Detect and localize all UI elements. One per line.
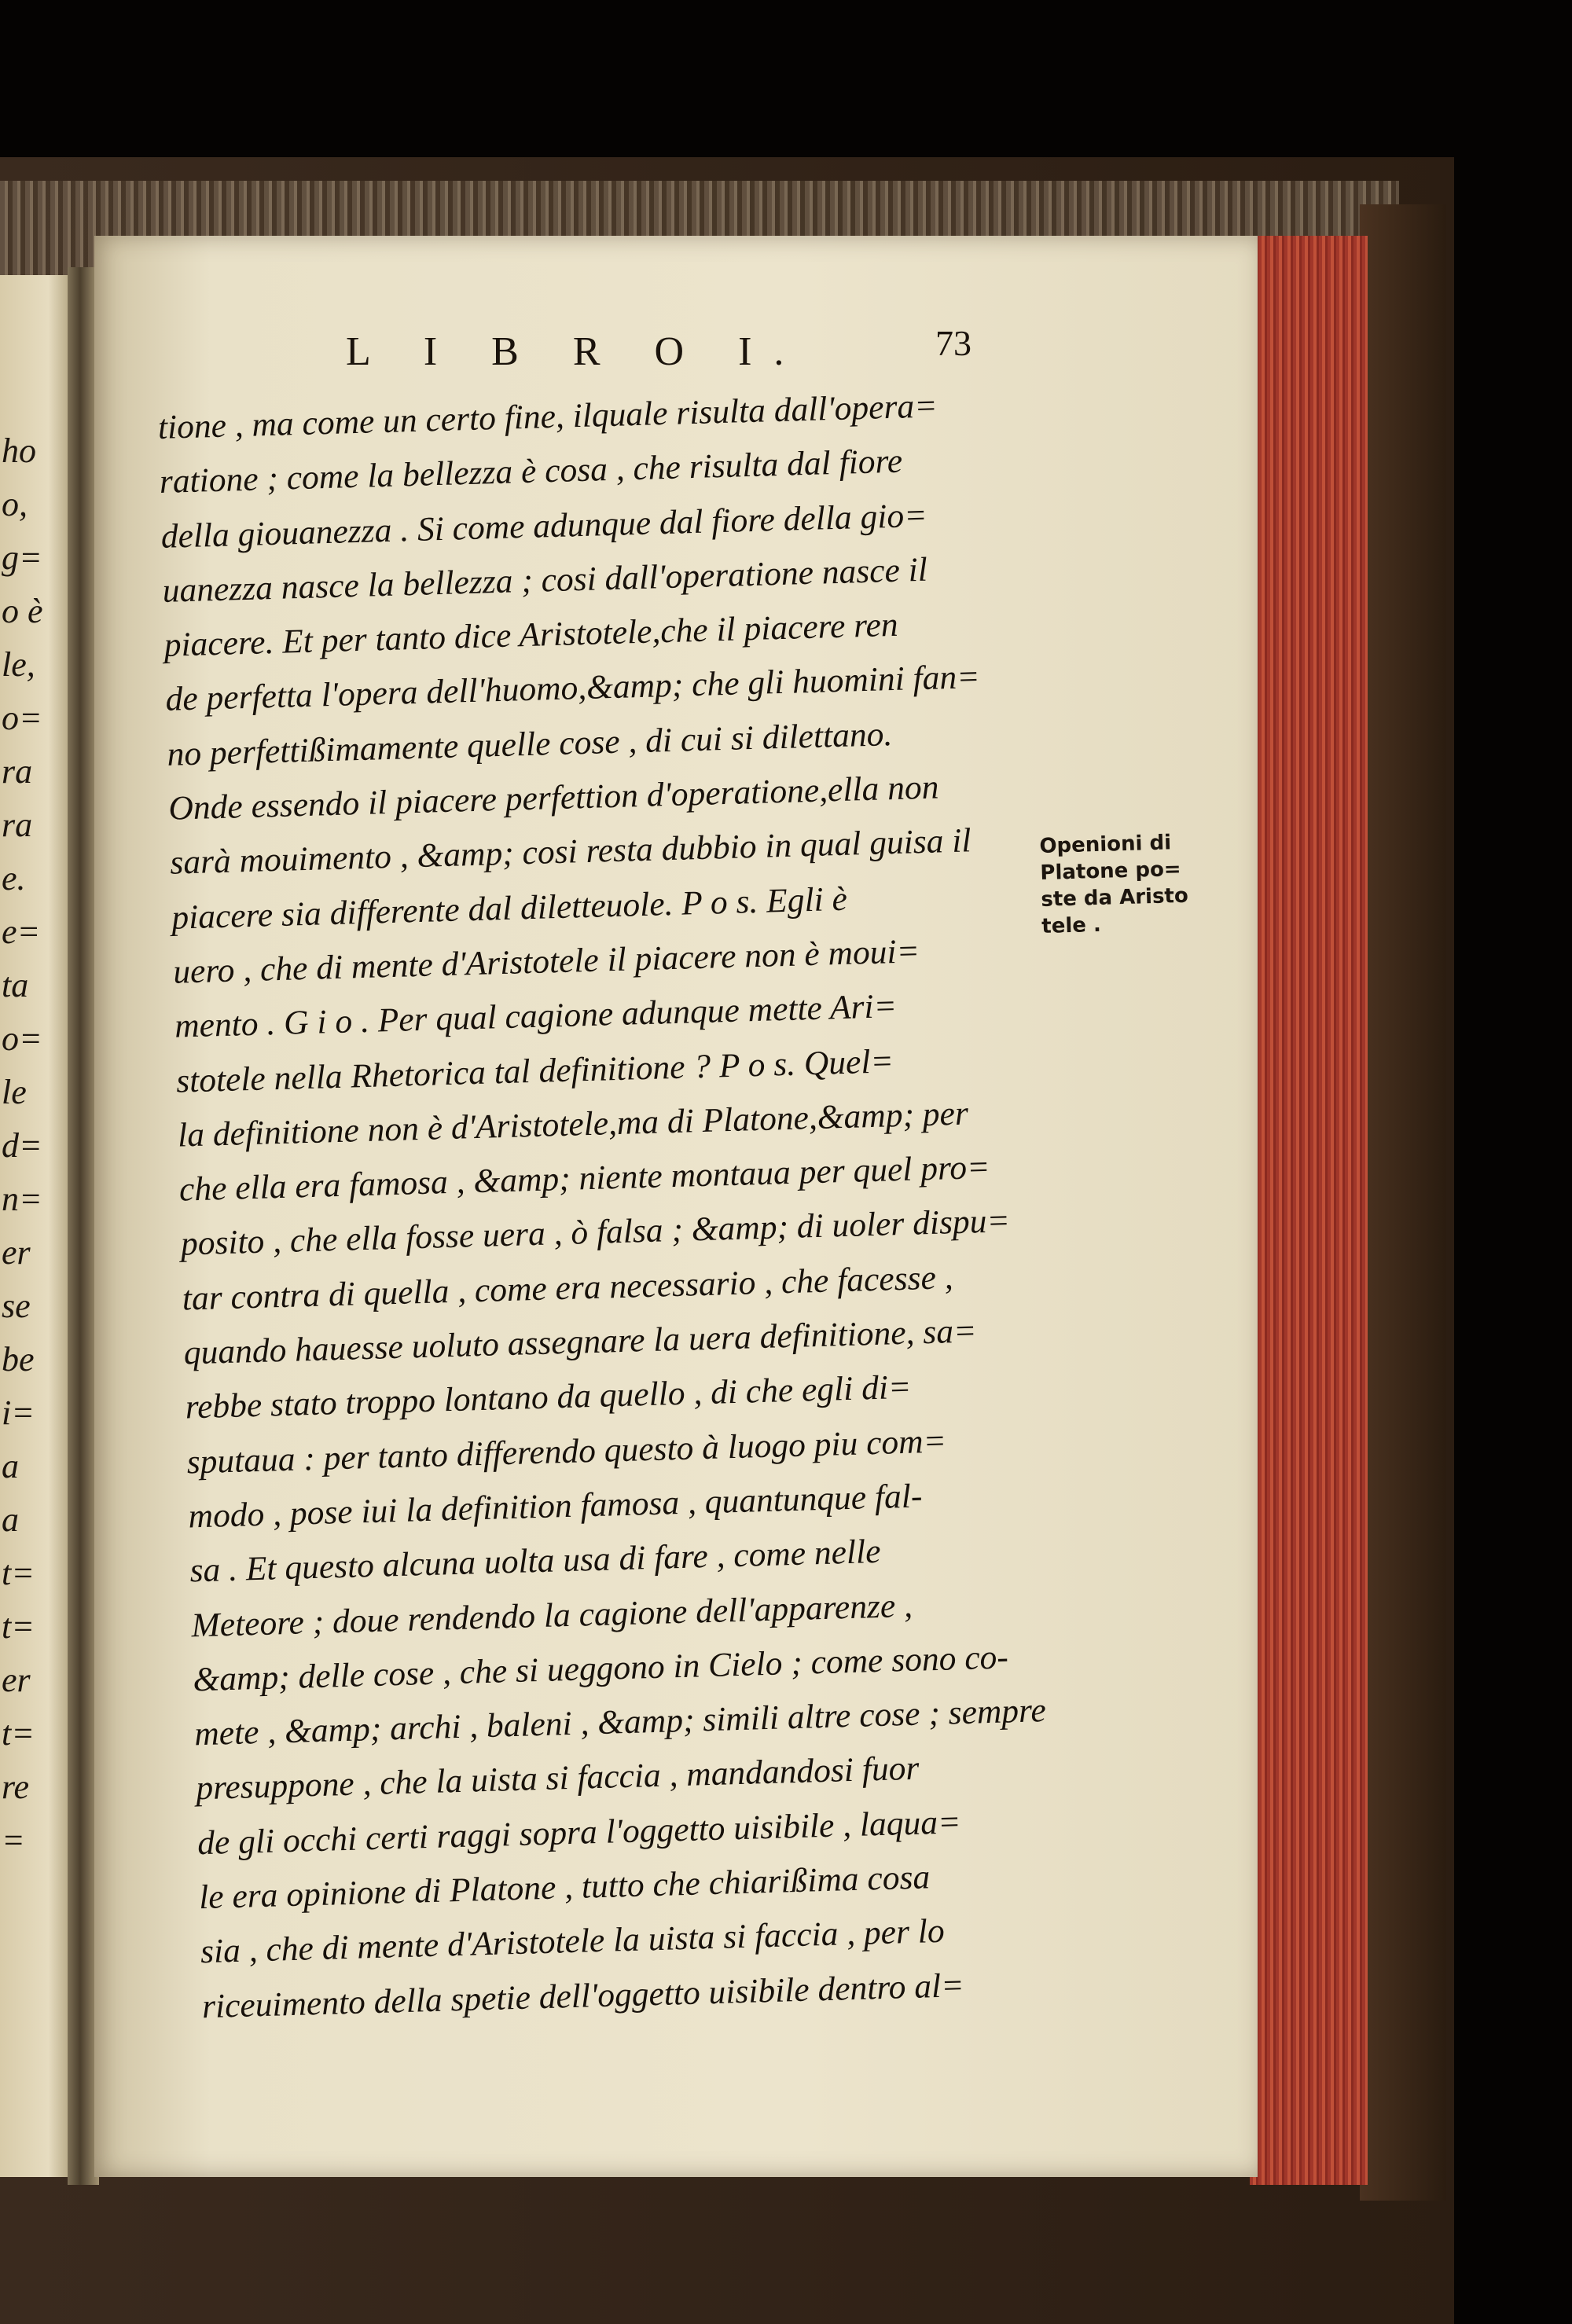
text-line: della giouanezza . Si come adunque dal fiore della gio= — [160, 496, 928, 556]
left-page-line: ho — [2, 431, 36, 470]
text-line: sputaua : per tanto differendo questo à luogo piu com= — [186, 1422, 947, 1481]
left-page-line: le — [2, 1073, 27, 1111]
text-line: tar contra di quella , come era necessario , che facesse , — [182, 1257, 954, 1318]
left-page-line: = — [2, 1821, 25, 1860]
margin-note-line: tele . — [1041, 912, 1102, 938]
text-line: sia , che di mente d'Aristotele la uista si faccia , per lo — [200, 1912, 946, 1971]
left-page-line: re — [2, 1768, 30, 1806]
text-line: de perfetta l'opera dell'huomo,&amp; che gli huomini fan= — [164, 658, 981, 719]
text-line: Meteore ; doue rendendo la cagione dell'apparenze , — [190, 1586, 913, 1644]
text-line: Onde essendo il piacere perfettion d'operatione,ella non — [167, 768, 939, 828]
left-page-text — [2, 424, 69, 1867]
text-line: riceuimento della spetie dell'oggetto uisibile dentro al= — [201, 1966, 965, 2025]
text-line: piacere sia differente dal diletteuole. P o s. Egli è — [171, 879, 848, 937]
red-page-edges — [1250, 236, 1368, 2185]
left-page-line: o= — [2, 1019, 42, 1058]
text-line: modo , pose iui la definition famosa , quantunque fal- — [187, 1477, 923, 1536]
left-page-line: be — [2, 1340, 35, 1379]
left-page-line: d= — [2, 1126, 42, 1165]
left-page-line: o= — [2, 699, 42, 737]
margin-note — [1039, 828, 1223, 940]
left-page-line: e= — [2, 912, 41, 951]
left-page-line: er — [2, 1233, 31, 1272]
left-page-line: t= — [2, 1607, 35, 1646]
text-line: ratione ; come la bellezza è cosa , che risulta dal fiore — [159, 442, 903, 501]
text-line: piacere. Et per tanto dice Aristotele,che il piacere ren — [163, 605, 899, 665]
text-line: de gli occhi certi raggi sopra l'oggetto uisibile , laqua= — [196, 1802, 961, 1862]
text-line: sa . Et questo alcuna uolta usa di fare , come nelle — [189, 1533, 882, 1590]
left-page-line: e. — [2, 859, 26, 898]
text-line: stotele nella Rhetorica tal definitione ? P o s. Quel= — [175, 1041, 894, 1100]
left-page-line: ta — [2, 966, 29, 1004]
page-number: 73 — [935, 323, 971, 363]
left-page-line: o, — [2, 485, 28, 523]
text-line: mento . G i o . Per qual cagione adunque mette Ari= — [174, 987, 898, 1045]
left-page-line: a — [2, 1447, 19, 1485]
text-line: che ella era famosa , &amp; niente montaua per quel pro= — [178, 1147, 991, 1209]
left-page-line: t= — [2, 1714, 35, 1753]
left-page-line: er — [2, 1661, 31, 1699]
margin-note-line: Openioni di — [1039, 831, 1172, 858]
left-page-line: se — [2, 1287, 31, 1325]
left-page-line: o è — [2, 592, 43, 630]
left-page-line: n= — [2, 1180, 42, 1218]
text-line: uero , che di mente d'Aristotele il piacere non è moui= — [172, 932, 920, 991]
left-page-line: t= — [2, 1554, 35, 1592]
text-line: le era opinione di Platone , tutto che chiarißima cosa — [198, 1858, 931, 1917]
text-line: quando hauesse uoluto assegnare la uera definitione, sa= — [183, 1312, 977, 1372]
text-line: rebbe stato troppo lontano da quello , di che egli di= — [185, 1368, 912, 1426]
text-line: uanezza nasce la bellezza ; cosi dall'operatione nasce il — [162, 550, 928, 610]
text-line: &amp; delle cose , che si ueggono in Cielo ; come sono co- — [192, 1638, 1009, 1699]
body-text — [157, 376, 1107, 2034]
running-header: L I B R O I. — [346, 329, 806, 374]
text-line: sarà mouimento , &amp; cosi resta dubbio in qual guisa il — [169, 821, 972, 883]
left-page-line: ra — [2, 752, 33, 791]
margin-note-line: ste da Aristo — [1040, 883, 1189, 912]
left-page-line: ra — [2, 806, 33, 844]
text-line: tione , ma come un certo fine, ilquale risulta dall'opera= — [157, 387, 938, 446]
left-page-line: le, — [2, 645, 35, 684]
text-line: la definitione non è d'Aristotele,ma di Platone,&amp; per — [177, 1094, 969, 1155]
text-line: mete , &amp; archi , baleni , &amp; simili altre cose ; sempre — [193, 1691, 1047, 1753]
cover-edge — [1360, 204, 1446, 2201]
margin-note-line: Platone po= — [1040, 857, 1182, 885]
left-page-line: a — [2, 1500, 19, 1539]
left-page-line: i= — [2, 1393, 35, 1432]
text-line: presuppone , che la uista si faccia , mandandosi fuor — [195, 1749, 920, 1808]
left-page-line: g= — [2, 538, 42, 577]
text-line: no perfettißimamente quelle cose , di cui si dilettano. — [166, 714, 893, 773]
text-line: posito , che ella fosse uera , ò falsa ; &amp; di uoler dispu= — [180, 1202, 1011, 1264]
